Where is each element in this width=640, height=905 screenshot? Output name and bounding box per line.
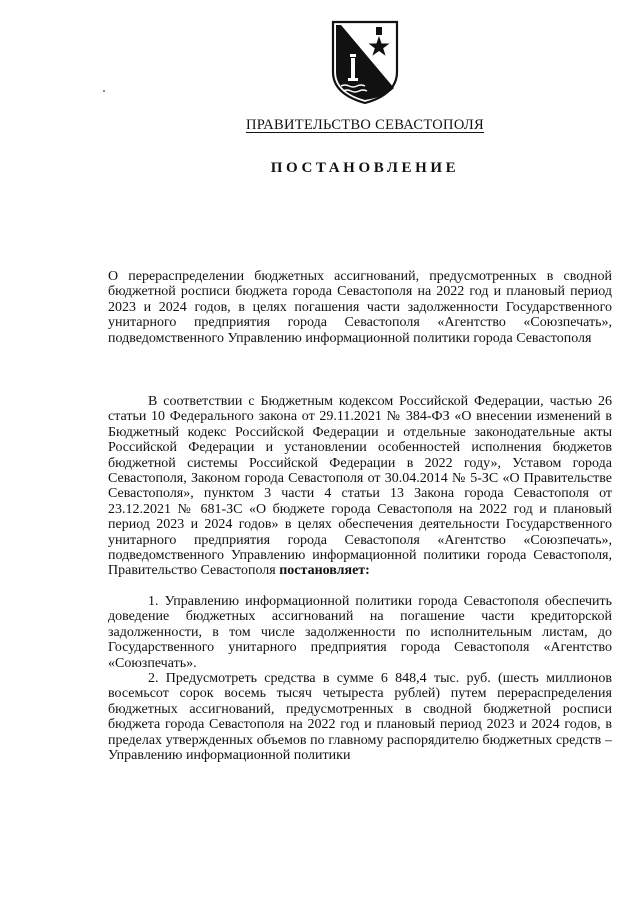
organization-title: ПРАВИТЕЛЬСТВО СЕВАСТОПОЛЯ bbox=[246, 117, 484, 133]
document-type-heading: ПОСТАНОВЛЕНИЕ bbox=[270, 160, 460, 176]
preamble-text: В соответствии с Бюджетным кодексом Российской Федерации, частью 26 статьи 10 Федерального закона от 29.11.2021 № 384-ФЗ «О внесении изменений в Бюджетный кодекс Российской Федерации и отдельные законодательные акты Российской Федерации и установлении особенностей исполнения бюджетов бюджетной системы Российской Федерации в 2022 году», Уставом города Севастополя, Законом города Севастополя от 30.04.2014 № 5-ЗС «О Правительстве Севастополя», пунктом 3 части 4 статьи 13 Закона города Севастополя от 23.12.2021 № 681-ЗС «О бюджете города Севастополя на 2022 год и плановый период 2023 и 2024 годов» в целях обеспечения деятельности Государственного унитарного предприятия города Севастополя «Агентство «Союзпечать», подведомственного Управлению информационной политики города Севастополя, Правительство Севастополя bbox=[108, 394, 612, 579]
document-body bbox=[108, 394, 612, 763]
coat-of-arms-icon bbox=[327, 14, 403, 106]
document-subject: О перераспределении бюджетных ассигнований, предусмотренных в сводной бюджетной росписи бюджета города Севастополя на 2022 год и плановый период 2023 и 2024 годов, в целях погашения части задолженности Государственного унитарного предприятия города Севастополя «Агентство «Союзпечать», подведомственного Управлению информационной политики города Севастополя bbox=[108, 269, 612, 346]
list-item: 2. Предусмотреть средства в сумме 6 848,4 тыс. руб. (шесть миллионов восемьсот сорок восемь тысяч четыреста рублей) путем перераспределения бюджетных ассигнований, предусмотренных в сводной бюджетной росписи бюджета города Севастополя на 2022 год и плановый период 2023 и 2024 годов, в пределах утвержденных объемов по главному распорядителю бюджетных средств – Управлению информационной политики bbox=[108, 670, 612, 763]
decree-word: постановляет: bbox=[279, 563, 370, 579]
preamble-paragraph bbox=[108, 394, 612, 579]
list-item: 1. Управлению информационной политики города Севастополя обеспечить доведение бюджетных ассигнований на погашение части кредиторской задолженности, в том числе задолженности по исполнительным листам, до Государственного унитарного предприятия города Севастополя «Агентство «Союзпечать». bbox=[108, 593, 612, 671]
scan-speck bbox=[103, 90, 105, 92]
